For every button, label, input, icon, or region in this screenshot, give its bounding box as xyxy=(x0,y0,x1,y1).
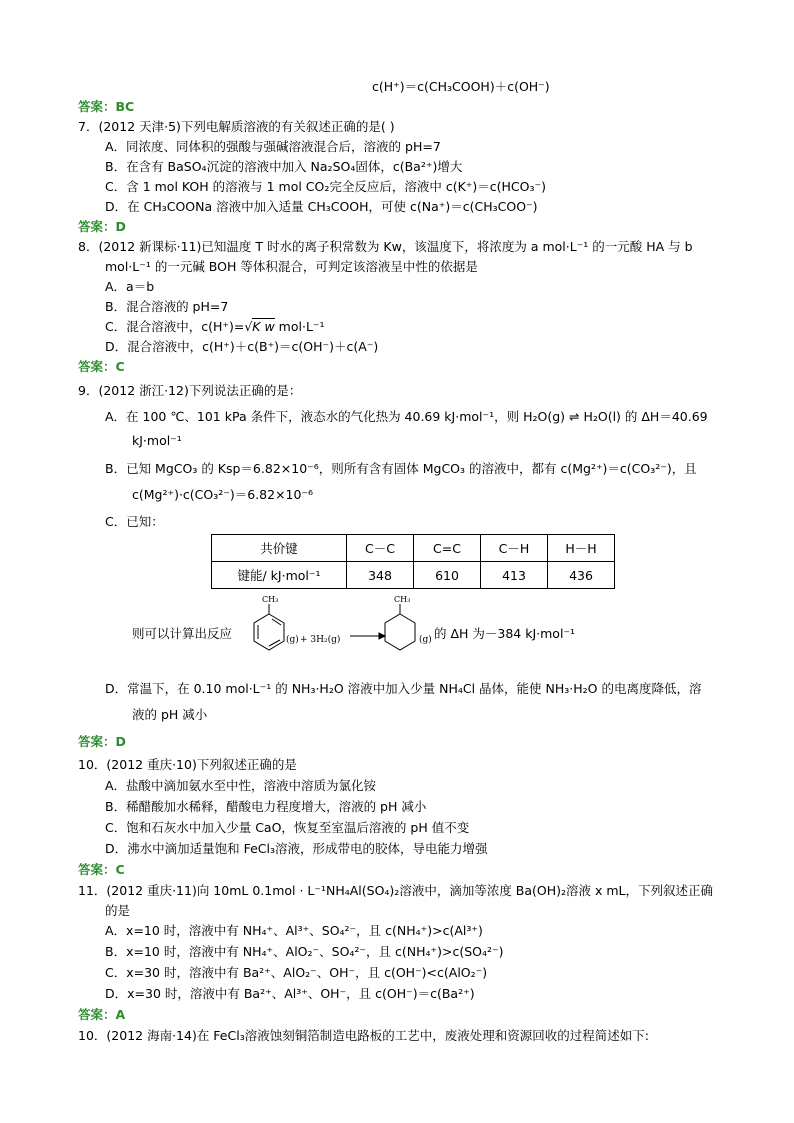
question-8-option-d: D．混合溶液中，c(H⁺)＋c(B⁺)＝c(OH⁻)＋c(A⁻) xyxy=(105,339,379,354)
table-row xyxy=(212,562,615,589)
sqrt-symbol: √ xyxy=(244,319,253,334)
answer-q8: 答案：C xyxy=(78,359,125,374)
hydrogen-label: + 3H₂(g) xyxy=(300,635,341,645)
question-10-option-c: C．饱和石灰水中加入少量 CaO，恢复至室温后溶液的 pH 值不变 xyxy=(105,820,470,835)
sqrt-radicand: K w xyxy=(252,319,275,334)
question-10-option-d: D．沸水中滴加适量饱和 FeCl₃溶液，形成带电的胶体，导电能力增强 xyxy=(105,841,488,856)
reaction-enthalpy-text: 的 ΔH 为－384 kJ·mol⁻¹ xyxy=(434,626,576,641)
answer-q9: 答案：D xyxy=(78,734,126,749)
question-8-stem-line2: mol·L⁻¹ 的一元碱 BOH 等体积混合，可判定该溶液呈中性的依据是 xyxy=(105,259,478,274)
question-8-option-c xyxy=(105,318,325,336)
ch3-label: CH₃ xyxy=(394,596,411,604)
question-9-option-d-line1: D．常温下，在 0.10 mol·L⁻¹ 的 NH₃·H₂O 溶液中加入少量 NH₄Cl 晶体，能使 NH₃·H₂O 的电离度降低，溶 xyxy=(105,681,702,696)
answer-q10: 答案：C xyxy=(78,862,125,877)
question-9-option-a-line2: kJ·mol⁻¹ xyxy=(132,433,182,448)
table-cell: C=C xyxy=(414,535,481,562)
table-cell: 436 xyxy=(548,562,615,589)
table-cell: 键能/ kJ·mol⁻¹ xyxy=(212,562,347,589)
table-cell: 610 xyxy=(414,562,481,589)
gas-state-label: (g) xyxy=(419,635,432,645)
question-9-option-d-line2: 液的 pH 减小 xyxy=(132,707,208,722)
question-12-stem: 10．(2012 海南·14)在 FeCl₃溶液蚀刻铜箔制造电路板的工艺中，废液处理和资源回收的过程简述如下: xyxy=(78,1028,649,1043)
reaction-arrow xyxy=(350,633,385,639)
gas-state-label: (g) xyxy=(286,635,299,645)
question-9-option-b-line1: B．已知 MgCO₃ 的 Ksp＝6.82×10⁻⁶，则所有含有固体 MgCO₃ 的溶液中，都有 c(Mg²⁺)＝c(CO₃²⁻)，且 xyxy=(105,461,697,476)
question-11-stem-line2: 的是 xyxy=(105,903,131,918)
question-8-stem-line1: 8．(2012 新课标·11)已知温度 T 时水的离子积常数为 Kw，该温度下，将浓度为 a mol·L⁻¹ 的一元酸 HA 与 b xyxy=(78,239,693,254)
question-10-option-b: B．稀醋酸加水稀释，醋酸电力程度增大，溶液的 pH 减小 xyxy=(105,799,427,814)
table-cell: 348 xyxy=(347,562,414,589)
table-cell: C－H xyxy=(481,535,548,562)
table-cell: 413 xyxy=(481,562,548,589)
question-8-option-a: A．a＝b xyxy=(105,279,155,294)
toluene-structure xyxy=(254,604,284,650)
question-11-stem-line1: 11．(2012 重庆·11)向 10mL 0.1mol · L⁻¹NH₄Al(SO₄)₂溶液中，滴加等浓度 Ba(OH)₂溶液 x mL，下列叙述正确 xyxy=(78,883,714,898)
question-9-stem: 9．(2012 浙江·12)下列说法正确的是： xyxy=(78,383,302,398)
table-cell: C－C xyxy=(347,535,414,562)
reaction-prefix: 则可以计算出反应 xyxy=(132,626,233,641)
reaction-scheme xyxy=(132,596,612,662)
table-cell: 共价键 xyxy=(212,535,347,562)
answer-q6: 答案：BC xyxy=(78,99,135,114)
table-cell: H－H xyxy=(548,535,615,562)
question-11-option-a: A．x=10 时，溶液中有 NH₄⁺、Al³⁺、SO₄²⁻，且 c(NH₄⁺)>c(Al³⁺) xyxy=(105,923,483,938)
question-9-option-a-line1: A．在 100 ℃、101 kPa 条件下，液态水的气化热为 40.69 kJ·mol⁻¹，则 H₂O(g) ⇌ H₂O(l) 的 ΔH＝40.69 xyxy=(105,409,708,424)
answer-q7: 答案：D xyxy=(78,219,126,234)
question-7-option-b: B．在含有 BaSO₄沉淀的溶液中加入 Na₂SO₄固体，c(Ba²⁺)增大 xyxy=(105,159,463,174)
question-11-option-b: B．x=10 时，溶液中有 NH₄⁺、AlO₂⁻、SO₄²⁻，且 c(NH₄⁺)>c(SO₄²⁻) xyxy=(105,944,504,959)
bond-energy-table xyxy=(211,534,615,589)
ch3-label: CH₃ xyxy=(262,596,279,604)
question-7-option-a: A．同浓度、同体积的强酸与强碱溶液混合后，溶液的 pH=7 xyxy=(105,139,441,154)
question-9-option-b-line2: c(Mg²⁺)·c(CO₃²⁻)＝6.82×10⁻⁶ xyxy=(132,487,314,502)
question-7-stem: 7．(2012 天津·5)下列电解质溶液的有关叙述正确的是( ) xyxy=(78,119,395,134)
question-7-option-c: C．含 1 mol KOH 的溶液与 1 mol CO₂完全反应后，溶液中 c(K⁺)＝c(HCO₃⁻) xyxy=(105,179,546,194)
question-11-option-d: D．x=30 时，溶液中有 Ba²⁺、Al³⁺、OH⁻，且 c(OH⁻)＝c(Ba²⁺) xyxy=(105,986,475,1001)
option-c-prefix: C．混合溶液中，c(H⁺)= xyxy=(105,319,245,334)
question-9-option-c: C．已知： xyxy=(105,514,164,529)
question-7-option-d: D．在 CH₃COONa 溶液中加入适量 CH₃COOH，可使 c(Na⁺)＝c(CH₃COO⁻) xyxy=(105,199,538,214)
methylcyclohexane-structure xyxy=(385,604,415,650)
question-10-stem: 10．(2012 重庆·10)下列叙述正确的是 xyxy=(78,757,297,772)
question-8-option-b: B．混合溶液的 pH=7 xyxy=(105,299,229,314)
table-header-row xyxy=(212,535,615,562)
top-formula: c(H⁺)＝c(CH₃COOH)＋c(OH⁻) xyxy=(372,79,550,94)
question-10-option-a: A．盐酸中滴加氨水至中性，溶液中溶质为氯化铵 xyxy=(105,778,377,793)
answer-q11: 答案：A xyxy=(78,1007,126,1022)
option-c-unit: mol·L⁻¹ xyxy=(274,319,325,334)
question-11-option-c: C．x=30 时，溶液中有 Ba²⁺、AlO₂⁻、OH⁻，且 c(OH⁻)<c(AlO₂⁻) xyxy=(105,965,488,980)
